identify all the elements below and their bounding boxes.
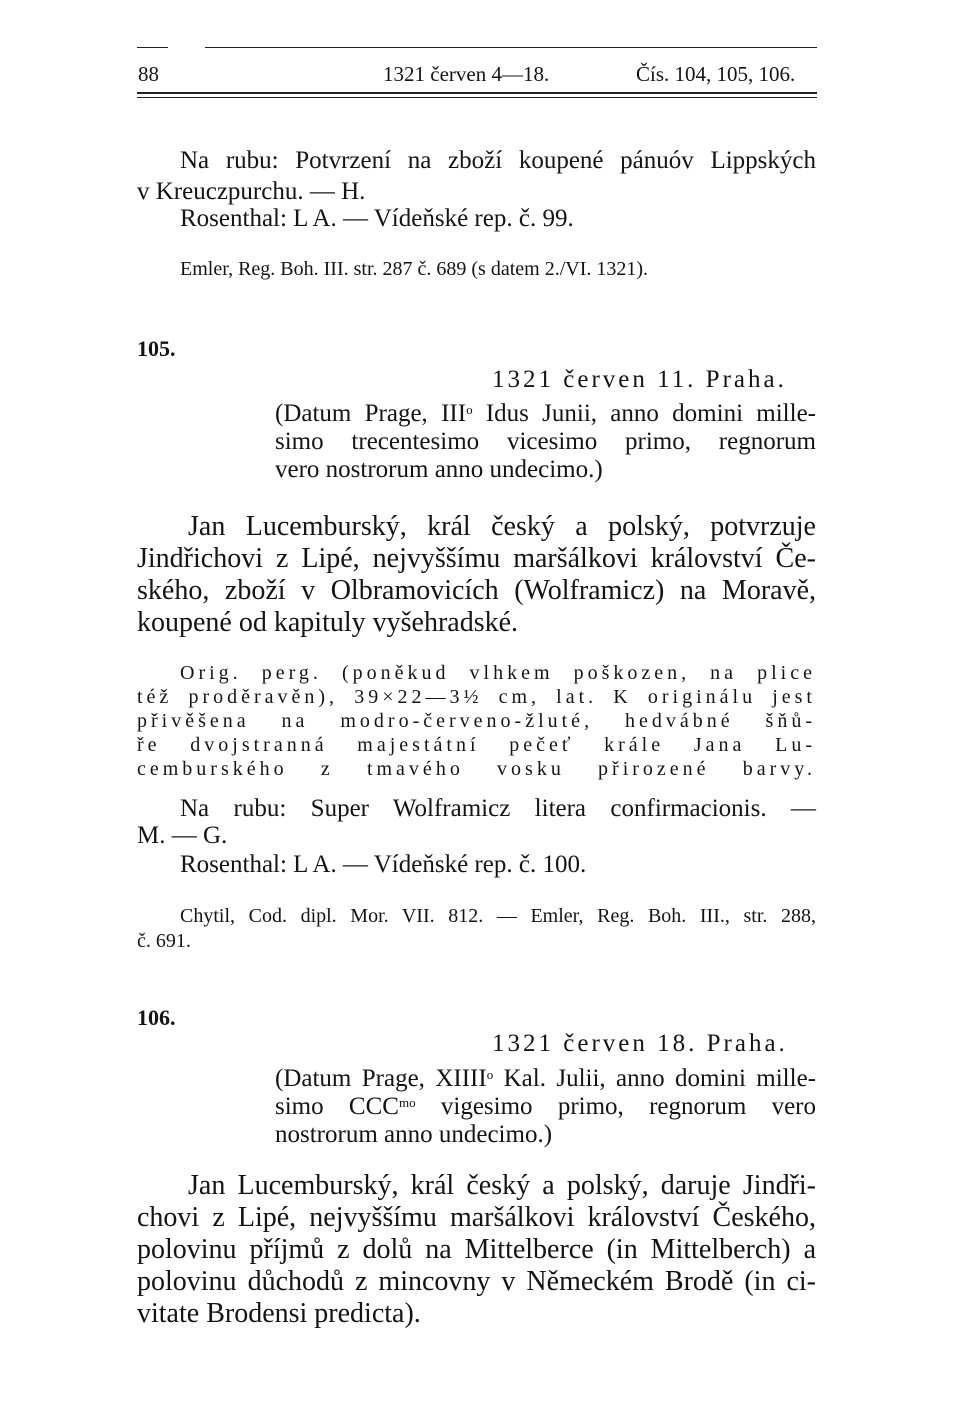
superscript: o (466, 402, 473, 417)
datum-text: vigesimo primo, regnorum vero (415, 1093, 816, 1120)
doc-number-106: 106. (137, 1005, 176, 1030)
doc-105-original-line: ře dvojstranná majestátní pečeť krále Jana Lu- (137, 734, 816, 756)
doc-105-regest-line: ského, zboží v Olbramovicích (Wolframicz) na Moravě, (137, 575, 816, 606)
doc-105-literature-line: č. 691. (137, 930, 191, 952)
doc-105-verso-line: Na rubu: Super Wolframicz litera confirmacionis. — (180, 795, 816, 822)
doc-number-105: 105. (137, 336, 176, 361)
superscript: mo (398, 1095, 416, 1110)
doc-105-original-line: Orig. perg. (poněkud vlhkem poškozen, na plice (180, 662, 816, 684)
header-top-rule (205, 47, 817, 48)
doc-105-regest-line: Jan Lucemburský, král český a polský, potvrzuje (188, 511, 816, 542)
doc-105-original-line: cemburského z tmavého vosku přirozené barvy. (137, 758, 816, 780)
doc-106-datum-line (275, 1065, 816, 1093)
doc-105-original-line: přivěšena na modro-červeno-žluté, hedvábné šňů- (137, 710, 816, 732)
header-bottom-rule (137, 97, 817, 98)
prev-archive: Rosenthal: L A. — Vídeňské rep. č. 99. (180, 205, 574, 232)
doc-106-regest-line: vitate Brodensi predicta). (137, 1298, 421, 1329)
doc-105-original-line: též proděravěn), 39×22—3½ cm, lat. K originálu jest (137, 686, 816, 708)
prev-verso-line: Na rubu: Potvrzení na zboží koupené pánuóv Lippských (180, 147, 816, 174)
doc-106-regest-line: polovinu důchodů z mincovny v Německém Brodě (in ci- (137, 1266, 816, 1297)
prev-verso-line: v Kreuczpurchu. — H. (137, 178, 366, 205)
running-header-page-number: 88 (138, 62, 159, 86)
running-header-numbers: Čís. 104, 105, 106. (636, 62, 796, 86)
doc-105-datum-line: simo trecentesimo vicesimo primo, regnorum (275, 428, 816, 455)
doc-105-datum-line (275, 400, 816, 428)
prev-literature: Emler, Reg. Boh. III. str. 287 č. 689 (s datem 2./VI. 1321). (180, 258, 649, 280)
header-bottom-rule (137, 92, 817, 94)
superscript: o (486, 1067, 494, 1082)
doc-106-date-place: 1321 červen 18. Praha. (492, 1030, 788, 1057)
doc-105-archive: Rosenthal: L A. — Vídeňské rep. č. 100. (180, 851, 587, 878)
datum-text: simo CCC (275, 1093, 399, 1120)
doc-105-literature-line: Chytil, Cod. dipl. Mor. VII. 812. — Emler, Reg. Boh. III., str. 288, (180, 905, 816, 927)
doc-106-datum-line: nostrorum anno undecimo.) (275, 1121, 553, 1148)
doc-105-regest-line: koupené od kapituly vyšehradské. (137, 607, 519, 638)
doc-105-verso-line: M. — G. (137, 822, 228, 849)
datum-text: (Datum Prage, III (275, 400, 467, 427)
header-top-rule (137, 47, 168, 48)
datum-text: Kal. Julii, anno domini mille- (493, 1065, 816, 1092)
running-header-date: 1321 červen 4—18. (383, 62, 550, 86)
doc-105-date-place: 1321 červen 11. Praha. (492, 366, 787, 393)
doc-105-regest-line: Jindřichovi z Lipé, nejvyššímu maršálkovi království Če- (137, 543, 816, 574)
doc-106-regest-line: polovinu příjmů z dolů na Mittelberce (in Mittelberch) a (137, 1234, 816, 1265)
doc-106-datum-line (275, 1093, 816, 1121)
doc-106-regest-line: Jan Lucemburský, král český a polský, daruje Jindři- (188, 1170, 816, 1201)
datum-text: Idus Junii, anno domini mille- (472, 400, 816, 427)
datum-text: (Datum Prage, XIIII (275, 1065, 487, 1092)
doc-105-datum-line: vero nostrorum anno undecimo.) (275, 456, 603, 483)
doc-106-regest-line: chovi z Lipé, nejvyššímu maršálkovi království Českého, (137, 1202, 816, 1233)
